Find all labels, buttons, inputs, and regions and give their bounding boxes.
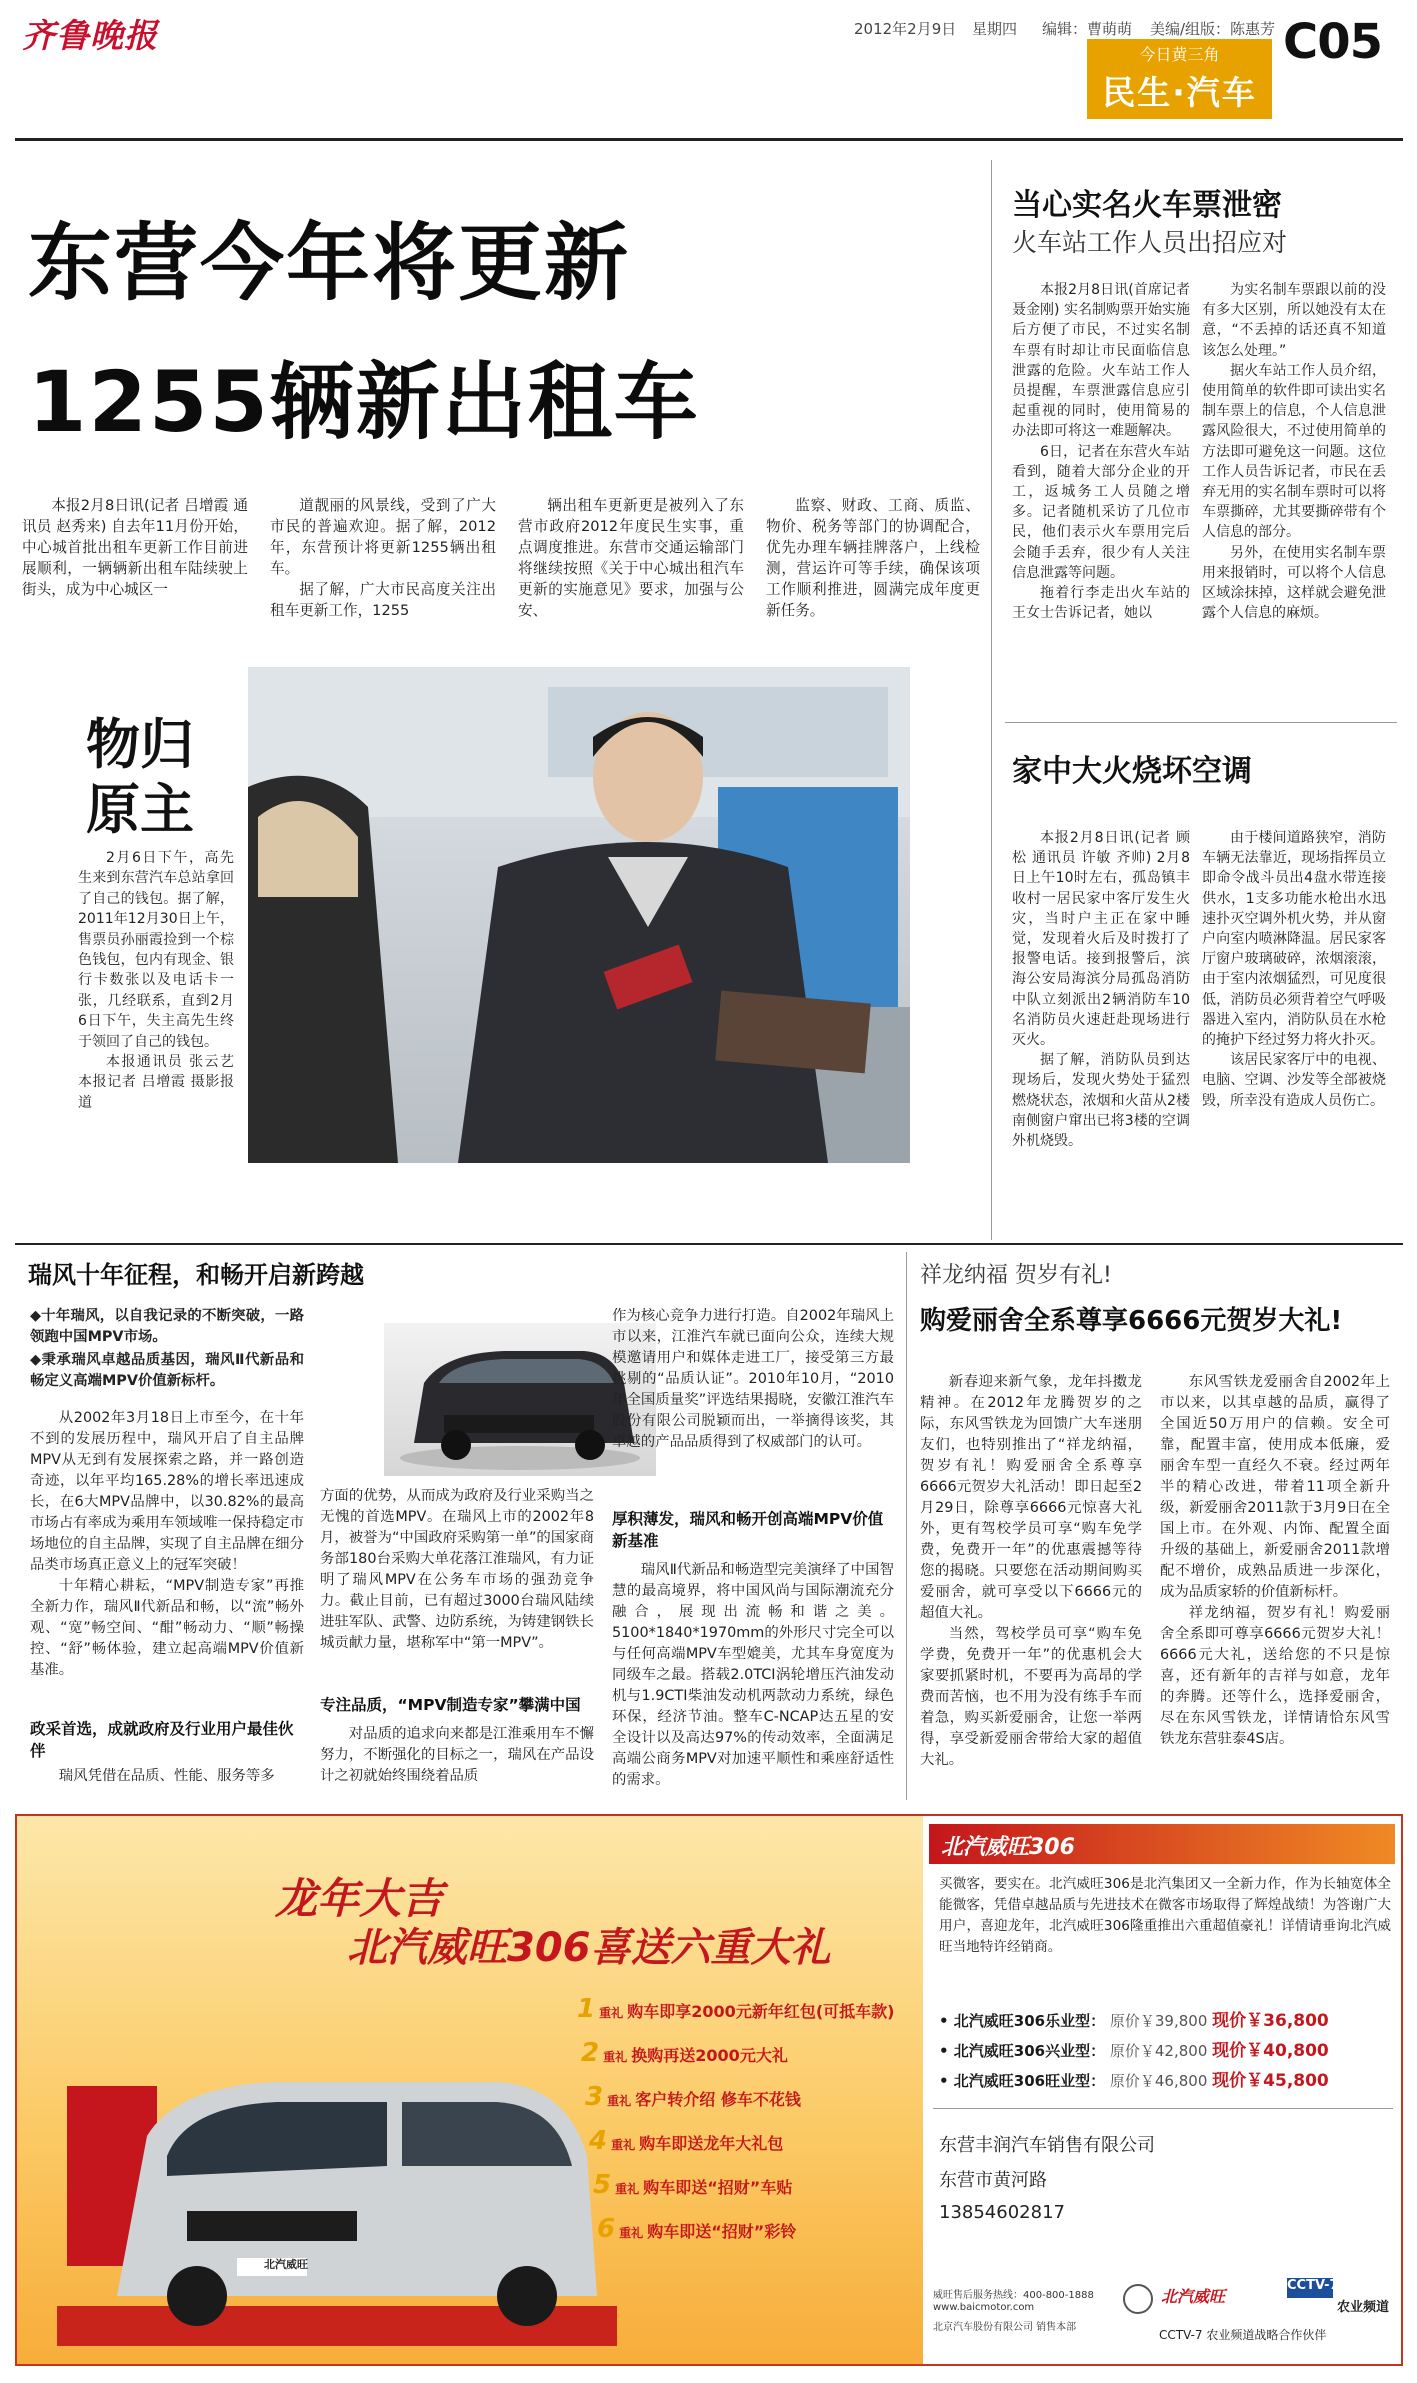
- logo-brand: 北汽威旺: [1161, 2287, 1226, 2306]
- paragraph: 2月6日下午，高先生来到东营汽车总站拿回了自己的钱包。据了解，2011年12月30日上午，售票员孙丽霞捡到一个棕色钱包，包内有现金、银行卡数张以及电话卡一张，几经联系，直到2月6日下午，失主高先生终于领回了自己的钱包。: [78, 850, 234, 1050]
- ad-title-1: 龙年大吉: [275, 1874, 444, 1923]
- prize-text: 购车即送龙年大礼包: [639, 2134, 784, 2153]
- side2-title: 家中大火烧坏空调: [1012, 754, 1252, 789]
- auto-divider: [906, 1252, 907, 1800]
- cctv-channel: 农业频道: [1337, 2300, 1390, 2315]
- service-hotline: 威旺售后服务热线：400-800-1888: [933, 2290, 1094, 2301]
- paragraph: 十年精心耕耘，“MPV制造专家”再推全新力作，瑞风Ⅱ代新品和畅，以“流”畅外观、“宽”畅空间、“酣”畅动力、“顺”畅操控、“舒”畅体验，建立起高端MPV价值新基准。: [30, 1578, 304, 1678]
- model-orig-price: 原价￥42,800: [1105, 2042, 1213, 2060]
- paragraph: 拖着行李走出火车站的王女士告诉记者，她以: [1012, 585, 1190, 622]
- photo-caption-1: 物归: [86, 713, 194, 776]
- ad-intro: 买微客，要实在。北汽威旺306是北汽集团又一全新力作，作为长轴宽体全能微客，凭借卓越品质与先进技术在微客市场取得了辉煌战绩！为答谢广大用户，喜迎龙年，北汽威旺306隆重推出六重超值豪礼！详情请垂询北汽威旺当地特许经销商。: [939, 1876, 1391, 1955]
- dealer-phone: 13854602817: [939, 2202, 1065, 2223]
- auto-col-1b: 瑞风凭借在品质、性能、服务等多: [58, 1768, 275, 1784]
- auto-subhead-1: 政采首选，成就政府及行业用户最佳伙伴: [30, 1720, 294, 1760]
- lead-col-3: 辆出租车更新更是被列入了东营市政府2012年度民生实事，重点调度推进。东营市交通运输部门将继续按照《关于中心城出租汽车更新的实施意见》要求，加强与公安、: [518, 497, 744, 619]
- paragraph: 为实名制车票跟以前的没有多大区别，所以她没有太在意，“不丢掉的话还真不知道该怎么处理。”: [1202, 282, 1386, 359]
- lead-col-4: 监察、财政、工商、质监、物价、税务等部门的协调配合，优先办理车辆挂牌落户，上线检测，营运许可等手续，确保该项工作顺利推进，圆满完成年度更新任务。: [766, 497, 980, 619]
- prize-text: 换购再送2000元大礼: [631, 2046, 788, 2065]
- lead-headline-1: 东营今年将更新: [28, 214, 631, 312]
- ad-details: [923, 1816, 1403, 2364]
- photo-illustration: [248, 667, 910, 1163]
- prize-text: 购车即送“招财”车贴: [643, 2178, 793, 2197]
- paragraph: 东风雪铁龙爱丽舍自2002年上市以来，以其卓越的品质，赢得了全国近50万用户的信赖。安全可靠，配置丰富，使用成本低廉，爱丽舍车型一直经久不衰。经过两年半的精心改进，带着11项全新升级，新爱丽舍2011款于3月9日在全国上市。在外观、内饰、配置全面升级的基础上，新爱丽舍2011款增配不增价，成熟品质进一步深化，成为品质家轿的价值新标杆。: [1160, 1374, 1390, 1600]
- model-name: • 北汽威旺306旺业型：: [939, 2072, 1106, 2090]
- paragraph: 本报2月8日讯(记者 顾松 通讯员 许敏 齐帅) 2月8日上午10时左右，孤岛镇丰收村一居民家中客厅发生火灾，当时户主正在家中睡觉，发现着火后及时拨打了报警电话。接到报警后，滨海公安局海滨分局孤岛消防中队立刻派出2辆消防车10名消防员火速赶赴现场进行灭火。: [1012, 830, 1190, 1049]
- auto-subhead-3: 厚积薄发，瑞风和畅开创高端MPV价值新基准: [612, 1510, 884, 1550]
- lead-col-2: [270, 495, 496, 645]
- auto-subhead-2: 专注品质，“MPV制造专家”攀满中国: [320, 1696, 581, 1714]
- prize-label: 重礼: [607, 2094, 636, 2108]
- van-illustration: [57, 2046, 617, 2346]
- mid-rule: [15, 1243, 1403, 1245]
- paragraph: 新春迎来新气象，龙年抖擞龙精神。在2012年龙腾贺岁的之际，东风雪铁龙为回馈广大车迷朋友们，也特别推出了“祥龙纳福，贺岁有礼！购爱丽舍全系尊享6666元贺岁大礼活动！即日起至2月29日，除尊享6666元惊喜大礼外，更有驾校学员可享“购车免学费，免费开一年”的优惠震撼等待您的揭晓。只要您在活动期间购买爱丽舍，就可享受以下6666元的超值大礼。: [920, 1374, 1142, 1621]
- paragraph: 6日，记者在东营火车站看到，随着大部分企业的开工，返城务工人员随之增多。记者随机采访了几位市民，他们表示火车票用完后会随手丢弃，很少有人关注信息泄露等问题。: [1012, 443, 1190, 581]
- elysee-col-1: [920, 1372, 1142, 1797]
- section-name: 民生·汽车: [1102, 73, 1257, 112]
- ad-title-2: 北汽威旺306喜送六重大礼: [347, 1925, 831, 1971]
- photo-story-text: [78, 848, 234, 1168]
- paragraph: 从2002年3月18日上市至今，在十年不到的发展历程中，瑞风开启了自主品牌MPV从无到有发展探索之路，并一路创造奇迹，以年平均165.28%的增长率迅速成长，在6大MPV品牌中，以30.82%的最高市场占有率成为乘用车领域唯一保持稳定市场地位的自主品牌，实现了自主品牌在细分品类市场真正意义上的冠军突破！: [30, 1410, 304, 1573]
- paragraph: 本报通讯员 张云艺 本报记者 吕增霞 摄影报道: [78, 1054, 234, 1111]
- issue-date: 2012年2月9日: [854, 20, 957, 38]
- model-name: • 北汽威旺306乐业型：: [939, 2012, 1106, 2030]
- prize-number: 5: [593, 2170, 612, 2200]
- auto-col-2b: 对品质的追求向来都是江淮乘用车不懈努力，不断强化的目标之一，瑞风在产品设计之初就始终围绕着品质: [320, 1726, 594, 1784]
- dealer-address: 东营市黄河路: [939, 2170, 1047, 2191]
- cctv-logo: CCTV-7: [1287, 2278, 1333, 2298]
- auto-col-3b: 瑞风Ⅱ代新品和畅造型完美演绎了中国智慧的最高境界，将中国风尚与国际潮流充分融合，展现出流畅和谐之美。5100*1840*1970mm的外形尺寸完全可以与任何高端MPV车型媲美，尤其车身宽度为同级车之最。搭载2.0TCI涡轮增压汽油发动机与1.9CTI柴油发动机两款动力系统，绿色环保，经济节油。整车C-NCAP达五星的安全设计以及高达97%的传动效率，全面满足高端公商务MPV对加速平顺性和乘座舒适性的需求。: [612, 1562, 894, 1788]
- prize-text: 购车即送“招财”彩铃: [647, 2222, 797, 2241]
- model-orig-price: 原价￥46,800: [1105, 2072, 1213, 2090]
- elysee-kicker: 祥龙纳福 贺岁有礼!: [920, 1263, 1112, 1288]
- dealer-name: 东营丰润汽车销售有限公司: [939, 2135, 1155, 2156]
- plate-text: 北汽威旺: [264, 2258, 308, 2271]
- prize-number: 3: [585, 2082, 604, 2112]
- paragraph: 据了解，消防队员到达现场后，发现火势处于猛烈燃烧状态，浓烟和火苗从2楼南侧窗户窜出已将3楼的空调外机烧毁。: [1012, 1052, 1190, 1150]
- lead-headline-2: 1255辆新出租车: [28, 353, 700, 451]
- model-orig-price: 原价￥39,800: [1105, 2012, 1213, 2030]
- model-row: [939, 2006, 1329, 2031]
- section-banner: [1087, 39, 1272, 119]
- model-now-price: 现价￥40,800: [1212, 2041, 1329, 2061]
- side1-title: 当心实名火车票泄密: [1012, 188, 1282, 223]
- model-name: • 北汽威旺306兴业型：: [939, 2042, 1106, 2060]
- column-divider-right: [991, 160, 992, 1240]
- side1-subtitle: 火车站工作人员出招应对: [1012, 228, 1288, 257]
- top-rule: [15, 138, 1403, 141]
- prize-item: [593, 2170, 792, 2200]
- ad-visual: [17, 1816, 923, 2364]
- lead-col-1: 本报2月8日讯(记者 吕增霞 通讯员 赵秀来) 自去年11月份开始，中心城首批出租车更新工作目前进展顺利，一辆辆新出租车陆续驶上街头，成为中心城区一: [22, 497, 248, 598]
- ad-divider: [933, 2108, 1393, 2109]
- auto-col-3: 作为核心竞争力进行打造。自2002年瑞风上市以来，江淮汽车就已面向公众，连续大规模邀请用户和媒体走进工厂，接受第三方最挑剔的“品质认证”。2010年10月，“2010年全国质量奖”评选结果揭晓，安徽江淮汽车股份有限公司脱颖而出，一举摘得该奖，其卓越的产品品质得到了权威部门的认可。: [612, 1308, 894, 1450]
- model-now-price: 现价￥45,800: [1212, 2071, 1329, 2091]
- section-sub: 今日黄三角: [1139, 45, 1220, 64]
- prize-label: 重礼: [615, 2182, 644, 2196]
- prize-item: [597, 2214, 796, 2244]
- partner-line: CCTV-7 农业频道战略合作伙伴: [1159, 2328, 1327, 2342]
- brand-emblem-icon: [1123, 2284, 1153, 2314]
- model-row: [939, 2036, 1329, 2061]
- side1-col-2: [1202, 280, 1386, 685]
- editor: 编辑：曹萌萌: [1042, 20, 1133, 38]
- photo-caption-2: 原主: [86, 778, 194, 841]
- prize-number: 2: [581, 2038, 600, 2068]
- prize-item: [577, 1994, 894, 2024]
- maker: 北京汽车股份有限公司 销售本部: [933, 2322, 1077, 2333]
- elysee-title: 购爱丽舍全系尊享6666元贺岁大礼!: [920, 1306, 1343, 1336]
- weekday: 星期四: [972, 20, 1018, 38]
- auto-point-2: ◆秉承瑞风卓越品质基因，瑞风Ⅱ代新品和畅定义高端MPV价值新标杆。: [30, 1352, 304, 1389]
- auto-col-2: 方面的优势，从而成为政府及行业采购当之无愧的首选MPV。在瑞风上市的2002年8月，被誉为“中国政府采购第一单”的国家商务部180台采购大单花落江淮瑞风，有力证明了瑞风MPV在公务车市场的强劲竞争力。截止目前，已有超过3000台瑞风陆续进驻军队、武警、边防系统，为铸建钢铁长城贡献力量，堪称军中“第一MPV”。: [320, 1488, 594, 1651]
- page-number: C05: [1283, 14, 1383, 70]
- paragraph: 当然，驾校学员可享“购车免学费，免费开一年”的优惠机会大家要抓紧时机，不要再为高昂的学费而苦恼，也不用为没有练手车而着急，购买新爱丽舍，让您一举两得，享受新爱丽舍带给大家的超值大礼。: [920, 1626, 1142, 1768]
- advertisement: [15, 1814, 1403, 2366]
- auto-title: 瑞风十年征程，和畅开启新跨越: [28, 1261, 364, 1289]
- side2-col-2: [1202, 828, 1386, 1238]
- side-divider: [1005, 722, 1397, 723]
- elysee-col-2: [1160, 1372, 1390, 1797]
- prize-number: 1: [577, 1994, 596, 2024]
- prize-item: [589, 2126, 783, 2156]
- brand-name: 北汽威旺306: [941, 1835, 1075, 1860]
- paragraph: 本报2月8日讯(首席记者 聂金刚) 实名制购票开始实施后方便了市民，不过实名制车票有时却让市民面临信息泄露的危险。火车站工作人员提醒，车票泄露信息应引起重视的同时，使用简易的办法即可将这一难题解决。: [1012, 282, 1190, 440]
- model-now-price: 现价￥36,800: [1212, 2011, 1329, 2031]
- paragraph: 据火车站工作人员介绍，使用简单的软件即可读出实名制车票上的信息，个人信息泄露风险很大，不过使用简单的方法即可避免这一问题。这位工作人员告诉记者，市民在丢弃无用的实名制车票时可以将车票撕碎，尤其要撕碎带有个人信息的部分。: [1202, 362, 1386, 541]
- model-row: [939, 2066, 1329, 2091]
- auto-col-1: [30, 1408, 304, 1716]
- prize-label: 重礼: [619, 2226, 648, 2240]
- masthead-logo: 齐鲁晚报: [22, 16, 158, 55]
- prize-text: 购车即享2000元新年红包(可抵车款): [627, 2002, 895, 2021]
- prize-text: 客户转介绍 修车不花钱: [635, 2090, 801, 2109]
- prize-number: 4: [589, 2126, 608, 2156]
- side1-col-1: [1012, 280, 1190, 685]
- news-photo-wallet: [248, 667, 910, 1163]
- prize-item: [585, 2082, 801, 2112]
- paragraph: 道靓丽的风景线，受到了广大市民的普遍欢迎。据了解，2012年，东营预计将更新1255辆出租车。: [270, 497, 496, 577]
- paragraph: 据了解，广大市民高度关注出租车更新工作，1255: [270, 581, 496, 619]
- auto-point-1: ◆十年瑞风，以自我记录的不断突破，一路领跑中国MPV市场。: [30, 1308, 304, 1345]
- prize-number: 6: [597, 2214, 616, 2244]
- paragraph: 该居民家客厅中的电视、电脑、空调、沙发等全部被烧毁，所幸没有造成人员伤亡。: [1202, 1052, 1386, 1109]
- paragraph: 祥龙纳福，贺岁有礼！购爱丽舍全系即可尊享6666元贺岁大礼！6666元大礼，送给您的不只是惊喜，还有新年的吉祥与如意，龙年的奔腾。还等什么，选择爱丽舍，尽在东风雪铁龙，详情请恰东风雪铁龙东营驻泰4S店。: [1160, 1605, 1390, 1747]
- prize-label: 重礼: [599, 2006, 628, 2020]
- side2-col-1: [1012, 828, 1190, 1238]
- prize-label: 重礼: [603, 2050, 632, 2064]
- designer: 美编/组版：陈惠芳: [1150, 20, 1276, 38]
- paragraph: 由于楼间道路狭窄，消防车辆无法靠近，现场指挥员立即命令战斗员出4盘水带连接供水，1支多功能水枪出水迅速扑灭空调外机火势，并从窗户向室内喷淋降温。居民家客厅窗户玻璃破碎，浓烟滚滚，由于室内浓烟猛烈，可见度很低，消防员必须背着空气呼吸器进入室内，消防队员在水枪的掩护下经过努力将火扑灭。: [1202, 830, 1386, 1049]
- paragraph: 另外，在使用实名制车票用来报销时，可以将个人信息区域涂抹掉，这样就会避免泄露个人信息的麻烦。: [1202, 544, 1386, 622]
- website: www.baicmotor.com: [933, 2302, 1035, 2313]
- prize-label: 重礼: [611, 2138, 640, 2152]
